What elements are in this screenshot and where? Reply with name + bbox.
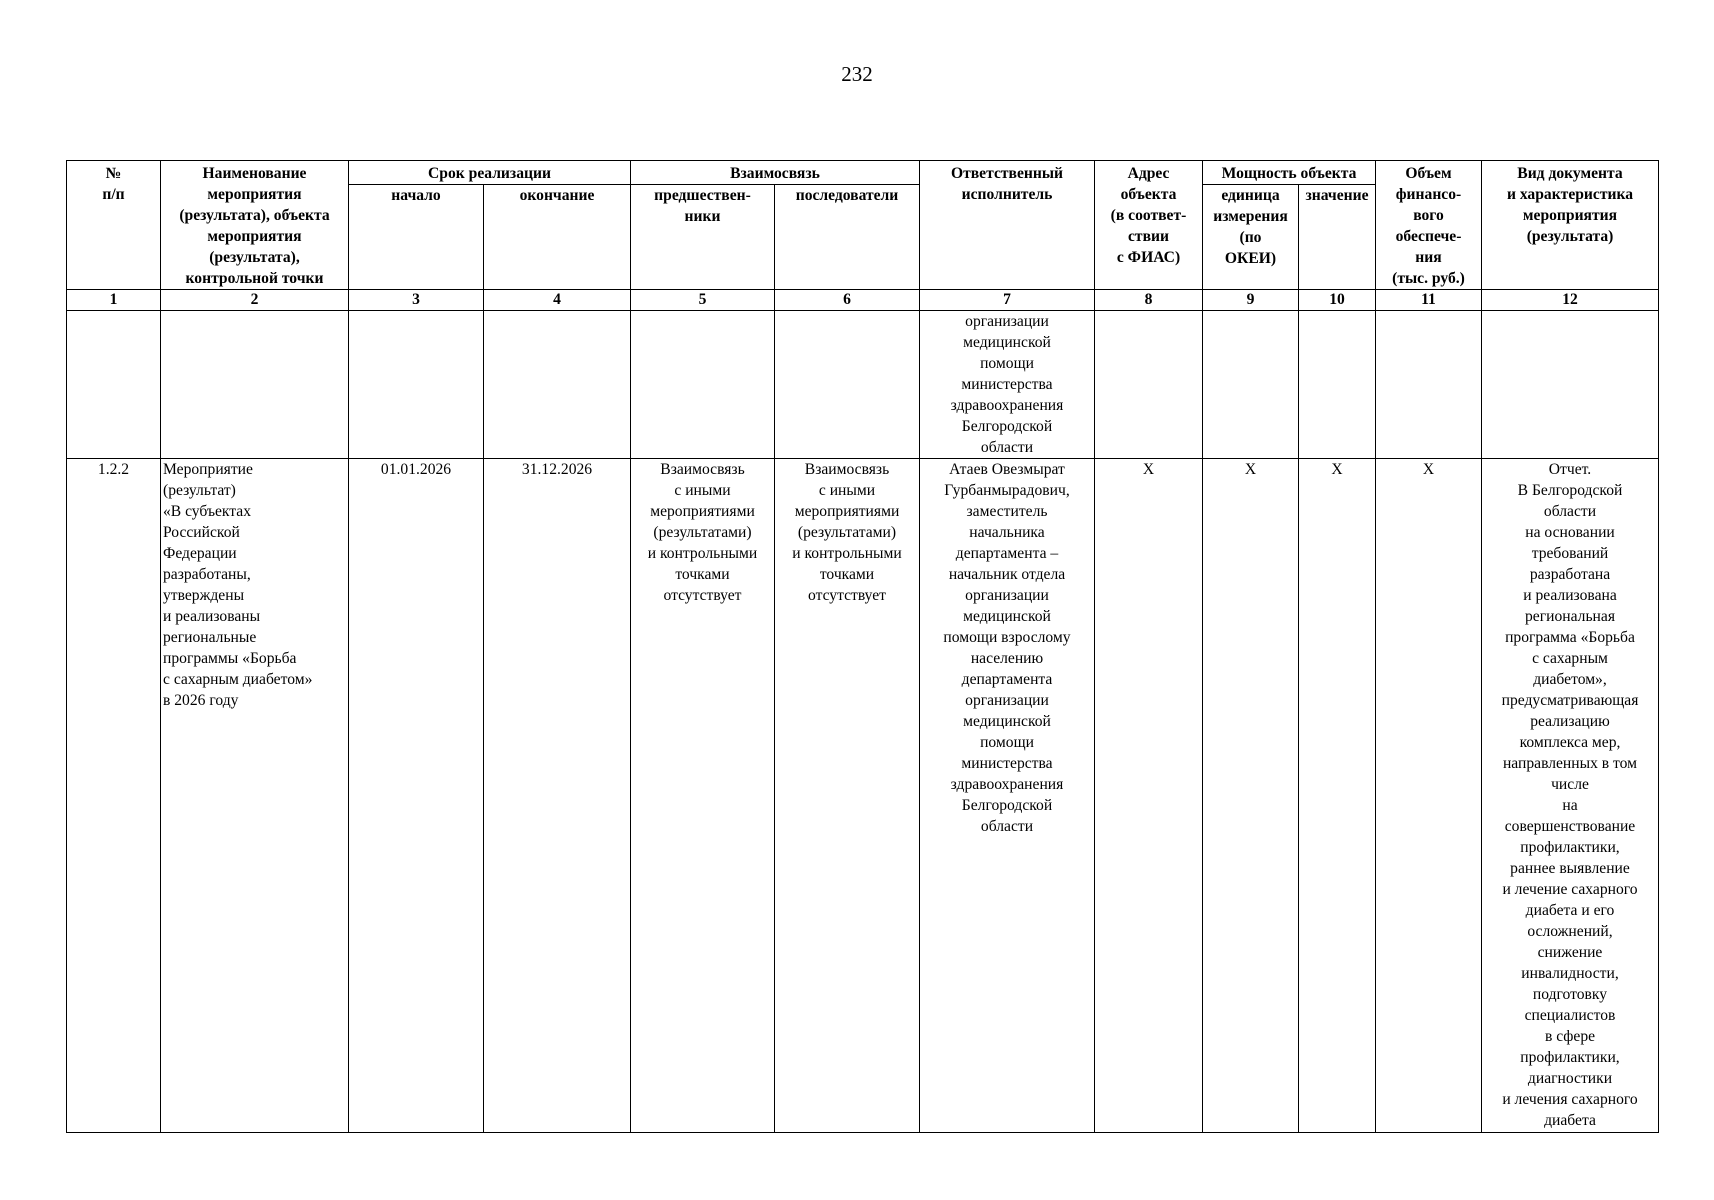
cell-value	[1299, 311, 1376, 459]
cell-next	[775, 311, 920, 459]
cell-name	[161, 311, 349, 459]
cell-funding	[1376, 311, 1482, 459]
col-header-doc-type: Вид документа и характеристика мероприятия (результата)	[1482, 161, 1659, 290]
page-number: 232	[841, 62, 873, 86]
cell-value: Х	[1299, 459, 1376, 1133]
cell-unit: Х	[1203, 459, 1299, 1133]
col-header-capacity-unit: единица измерения (по ОКЕИ)	[1203, 185, 1299, 290]
cell-unit	[1203, 311, 1299, 459]
table-row	[67, 459, 1659, 1133]
cell-prev: Взаимосвязь с иными мероприятиями (результатами) и контрольными точками отсутствует	[631, 459, 775, 1133]
cell-funding: Х	[1376, 459, 1482, 1133]
column-number: 3	[349, 290, 484, 311]
column-number: 1	[67, 290, 161, 311]
header-row	[67, 161, 1659, 185]
col-header-number: № п/п	[67, 161, 161, 290]
col-header-responsible: Ответственный исполнитель	[920, 161, 1095, 290]
cell-prev	[631, 311, 775, 459]
cell-doc: Отчет. В Белгородской области на основании требований разработана и реализована региональная программа «Борьба с сахарным диабетом», предусматривающая реализацию комплекса мер, направленных в том числе на совершенствование профилактики, раннее выявление и лечение сахарного диабета и его осложнений, снижение инвалидности, подготовку специалистов в сфере профилактики, диагностики и лечения сахарного диабета	[1482, 459, 1659, 1133]
cell-start	[349, 311, 484, 459]
cell-address: Х	[1095, 459, 1203, 1133]
cell-name: Мероприятие (результат) «В субъектах Российской Федерации разработаны, утверждены и реализованы региональные программы «Борьба с сахарным диабетом» в 2026 году	[161, 459, 349, 1133]
col-header-capacity-group: Мощность объекта	[1203, 161, 1376, 185]
cell-responsible: организации медицинской помощи министерства здравоохранения Белгородской области	[920, 311, 1095, 459]
column-number: 5	[631, 290, 775, 311]
table-row	[67, 311, 1659, 459]
cell-end: 31.12.2026	[484, 459, 631, 1133]
col-header-funding: Объем финансо- вого обеспече- ния (тыс. руб.)	[1376, 161, 1482, 290]
column-number: 4	[484, 290, 631, 311]
column-number: 10	[1299, 290, 1376, 311]
cell-responsible: Атаев Овезмырат Гурбанмырадович, заместитель начальника департамента – начальник отдела организации медицинской помощи взрослому населению департамента организации медицинской помощи министерства здравоохранения Белгородской области	[920, 459, 1095, 1133]
col-header-address: Адрес объекта (в соответ- ствии с ФИАС)	[1095, 161, 1203, 290]
col-header-term-end: окончание	[484, 185, 631, 290]
cell-address	[1095, 311, 1203, 459]
col-header-link-next: последователи	[775, 185, 920, 290]
cell-end	[484, 311, 631, 459]
column-number: 2	[161, 290, 349, 311]
column-number: 8	[1095, 290, 1203, 311]
column-number: 9	[1203, 290, 1299, 311]
column-number-row	[67, 290, 1659, 311]
cell-next: Взаимосвязь с иными мероприятиями (результатами) и контрольными точками отсутствует	[775, 459, 920, 1133]
col-header-link-group: Взаимосвязь	[631, 161, 920, 185]
plan-table	[66, 160, 1659, 1133]
column-number: 7	[920, 290, 1095, 311]
col-header-name: Наименование мероприятия (результата), объекта мероприятия (результата), контрольной точки	[161, 161, 349, 290]
col-header-link-prev: предшествен- ники	[631, 185, 775, 290]
col-header-capacity-value: значение	[1299, 185, 1376, 290]
column-number: 11	[1376, 290, 1482, 311]
cell-number: 1.2.2	[67, 459, 161, 1133]
cell-number	[67, 311, 161, 459]
column-number: 12	[1482, 290, 1659, 311]
column-number: 6	[775, 290, 920, 311]
col-header-term-group: Срок реализации	[349, 161, 631, 185]
col-header-term-start: начало	[349, 185, 484, 290]
cell-doc	[1482, 311, 1659, 459]
cell-start: 01.01.2026	[349, 459, 484, 1133]
